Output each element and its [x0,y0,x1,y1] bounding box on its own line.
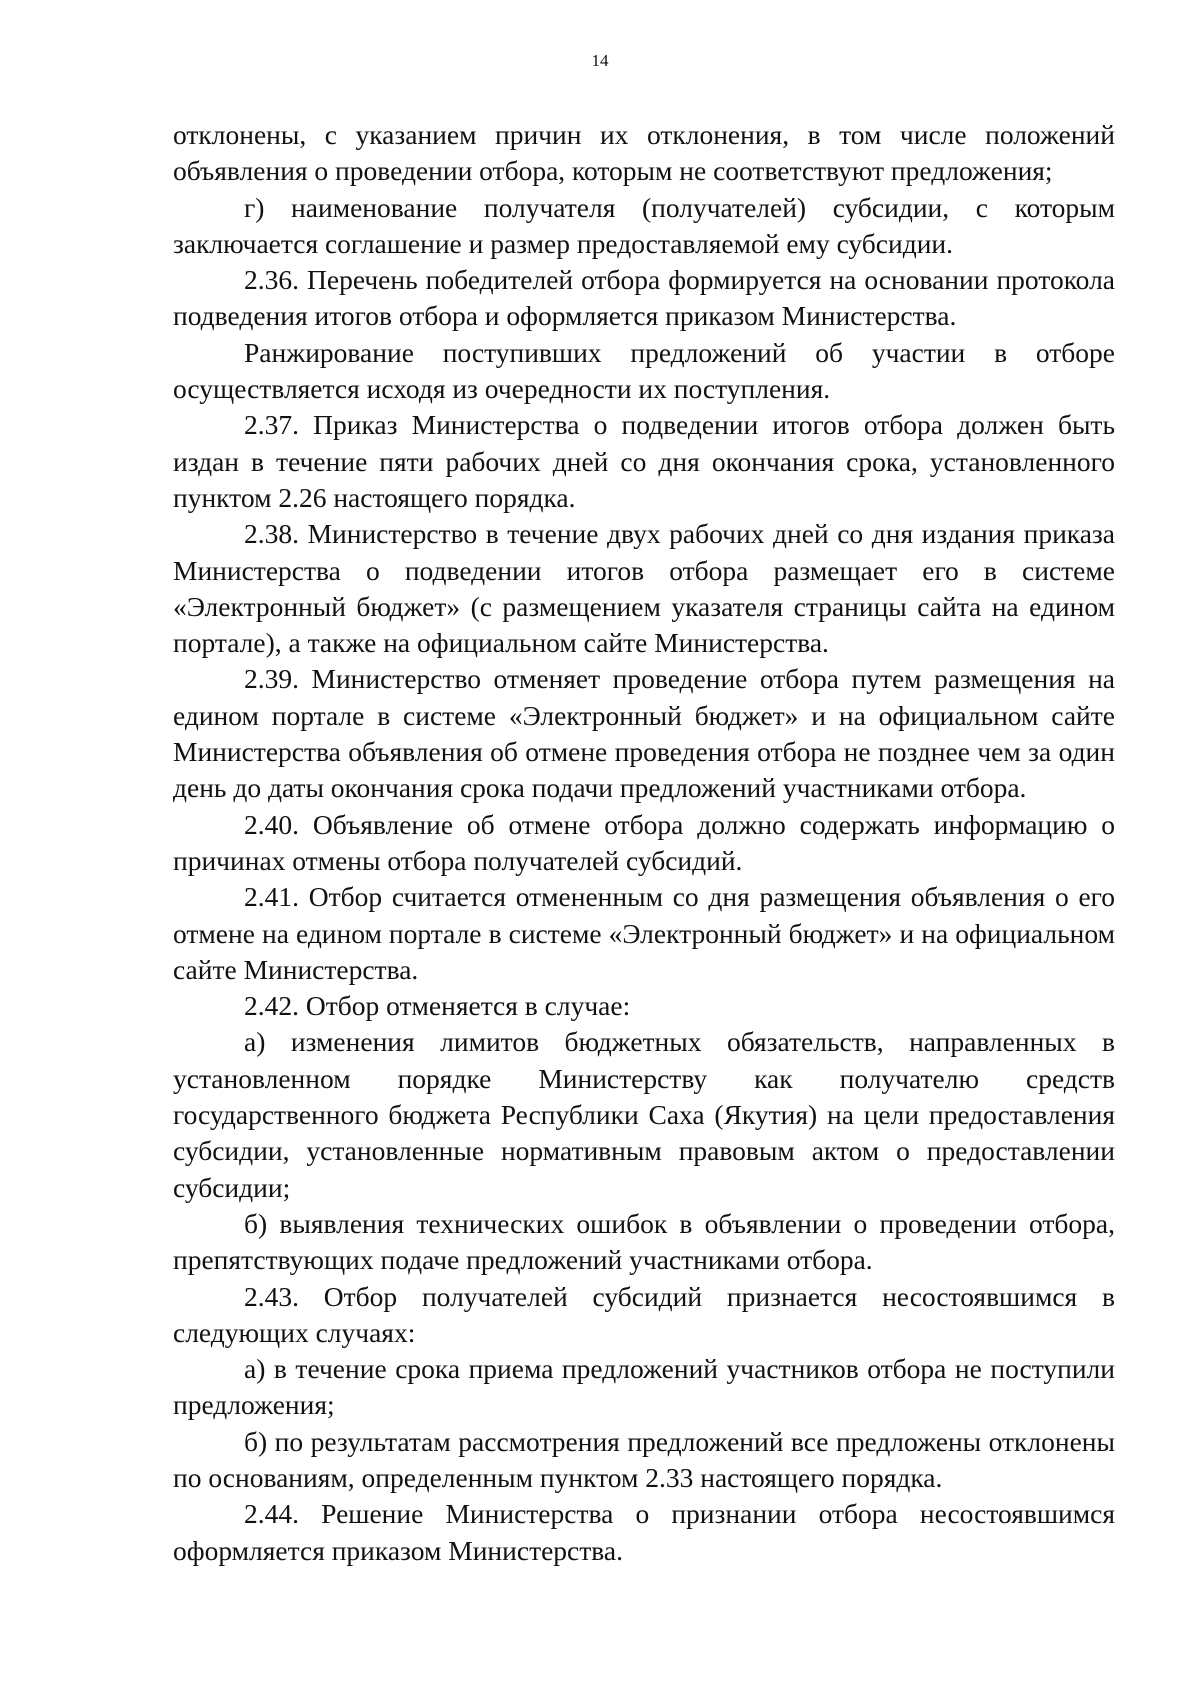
paragraph-2-38: 2.38. Министерство в течение двух рабочих дней со дня издания приказа Министерства о подведении итогов отбора размещает его в системе «Электронный бюджет» (с размещением указателя страницы сайта на едином портале), а также на официальном сайте Министерства. [173,518,1115,659]
paragraph-2-43: 2.43. Отбор получателей субсидий признается несостоявшимся в следующих случаях: [173,1280,1115,1348]
paragraph-item-g: г) наименование получателя (получателей) субсидии, с которым заключается соглашение и размер предоставляемой ему субсидии. [173,191,1115,259]
paragraph-2-42-b: б) выявления технических ошибок в объявлении о проведении отбора, препятствующих подаче предложений участниками отбора. [173,1207,1115,1276]
paragraph-2-42-a: а) изменения лимитов бюджетных обязательств, направленных в установленном порядке Министерству как получателю средств государственного бюджета Республики Саха (Якутия) на цели предоставления субсидии, установленные нормативным правовым актом о предоставлении субсидии; [173,1026,1115,1203]
paragraph-2-42: 2.42. Отбор отменяется в случае: [244,990,631,1022]
page-number: 14 [591,51,609,70]
paragraph-2-40: 2.40. Объявление об отмене отбора должно содержать информацию о причинах отмены отбора получателей субсидий. [173,808,1115,876]
paragraph-2-43-b: б) по результатам рассмотрения предложений все предложены отклонены по основаниям, определенным пунктом 2.33 настоящего порядка. [173,1425,1115,1493]
paragraph-2-37: 2.37. Приказ Министерства о подведении итогов отбора должен быть издан в течение пяти рабочих дней со дня окончания срока, установленного пунктом 2.26 настоящего порядка. [173,409,1115,513]
paragraph-2-36: 2.36. Перечень победителей отбора формируется на основании протокола подведения итогов отбора и оформляется приказом Министерства. [173,264,1115,332]
paragraph-continuation: отклонены, с указанием причин их отклонения, в том числе положений объявления о проведении отбора, которым не соответствуют предложения; [173,119,1115,187]
paragraph-2-39: 2.39. Министерство отменяет проведение отбора путем размещения на едином портале в системе «Электронный бюджет» и на официальном сайте Министерства объявления об отмене проведения отбора не позднее чем за один день до даты окончания срока подачи предложений участниками отбора. [173,663,1115,804]
paragraph-2-41: 2.41. Отбор считается отмененным со дня размещения объявления о его отмене на едином портале в системе «Электронный бюджет» и на официальном сайте Министерства. [173,881,1115,985]
paragraph-2-44: 2.44. Решение Министерства о признании отбора несостоявшимся оформляется приказом Министерства. [173,1498,1115,1566]
paragraph-2-43-a: а) в течение срока приема предложений участников отбора не поступили предложения; [173,1353,1115,1421]
document-body [173,117,1115,1569]
paragraph-ranking: Ранжирование поступивших предложений об участии в отборе осуществляется исходя из очередности их поступления. [173,336,1115,405]
